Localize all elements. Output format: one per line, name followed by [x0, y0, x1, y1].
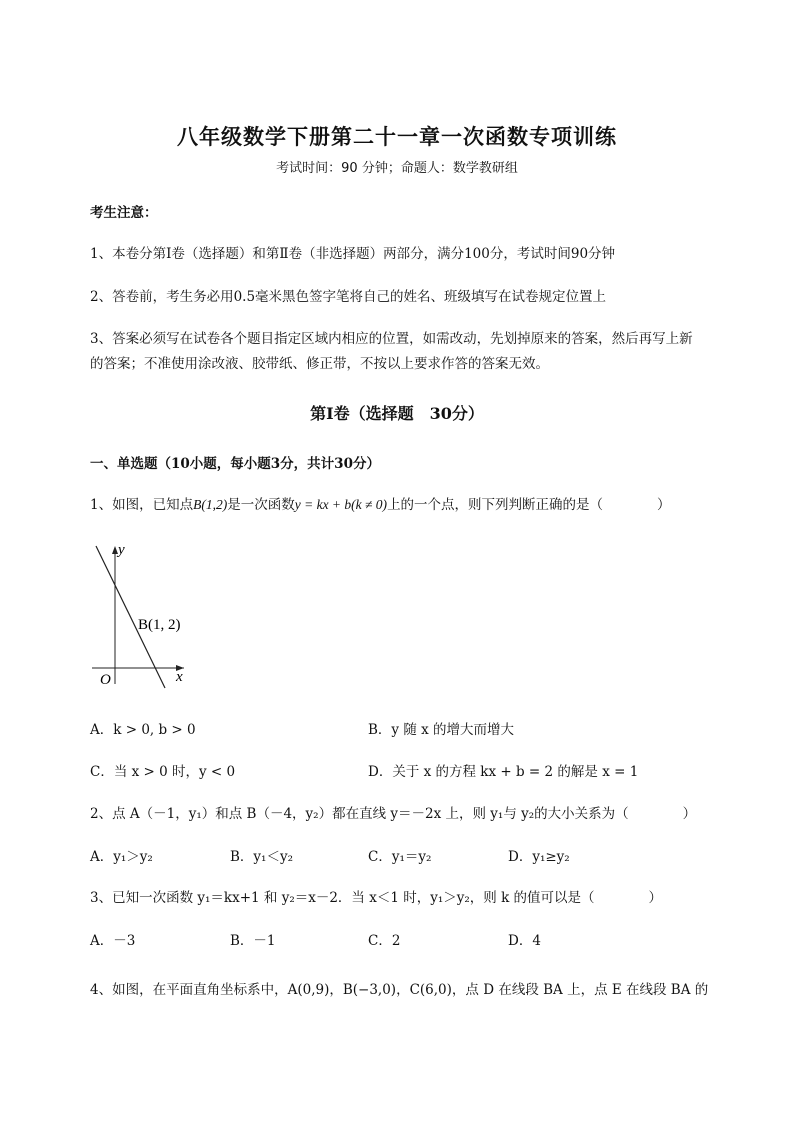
q2-option-d: D．y₁≥y₂ — [508, 849, 570, 865]
question-1 — [90, 493, 671, 513]
question-3: 3、已知一次函数 y₁＝kx+1 和 y₂＝x－2．当 x＜1 时，y₁＞y₂，则 k 的值可以是（ ） — [90, 890, 663, 906]
q3-option-b: B．－1 — [230, 933, 276, 949]
q3-option-c: C．2 — [368, 933, 401, 949]
point-b-label: B(1, 2) — [138, 617, 181, 633]
q1-option-c: C．当 x > 0 时，y < 0 — [90, 764, 236, 780]
notice-item-3: 3、答案必须写在试卷各个题目指定区域内相应的位置，如需改动，先划掉原来的答案，然后再写上新 — [90, 331, 693, 347]
q2-option-c: C．y₁＝y₂ — [368, 849, 432, 865]
question-2: 2、点 A（－1，y₁）和点 B（－4，y₂）都在直线 y＝－2x 上，则 y₁与 y₂的大小关系为（ ） — [90, 806, 697, 822]
y-axis-label: y — [118, 542, 125, 558]
q1-prefix: 1、如图，已知点 — [90, 497, 194, 513]
section-title: 第Ⅰ卷（选择题 30分） — [310, 404, 484, 423]
part-heading: 一、单选题（10小题，每小题3分，共计30分） — [90, 456, 380, 472]
page-title: 八年级数学下册第二十一章一次函数专项训练 — [177, 124, 617, 149]
notice-item-1: 1、本卷分第Ⅰ卷（选择题）和第Ⅱ卷（非选择题）两部分，满分100分，考试时间90分钟 — [90, 246, 616, 262]
q1-function: y = kx + b(k ≠ 0) — [294, 497, 388, 512]
q1-option-b: B．y 随 x 的增大而增大 — [368, 722, 515, 738]
notice-item-3-cont: 的答案；不准使用涂改液、胶带纸、修正带，不按以上要求作答的答案无效。 — [90, 356, 549, 372]
exam-subtitle: 考试时间：90 分钟；命题人：数学教研组 — [276, 161, 518, 176]
origin-label: O — [100, 672, 111, 688]
question-4: 4、如图，在平面直角坐标系中，A(0,9)，B(−3,0)，C(6,0)，点 D 在线段 BA 上，点 E 在线段 BA 的 — [90, 982, 709, 998]
q1-option-d: D．关于 x 的方程 kx + b = 2 的解是 x = 1 — [368, 764, 639, 780]
q1-suffix: 上的一个点，则下列判断正确的是（ ） — [387, 497, 671, 513]
q2-option-b: B．y₁＜y₂ — [230, 849, 293, 865]
q3-option-a: A．－3 — [90, 933, 136, 949]
q2-option-a: A．y₁＞y₂ — [90, 849, 153, 865]
notice-item-2: 2、答卷前，考生务必用0.5毫米黑色签字笔将自己的姓名、班级填写在试卷规定位置上 — [90, 289, 607, 305]
q1-mid: 是一次函数 — [227, 497, 295, 513]
q1-graph — [88, 536, 198, 692]
q1-option-a: A．k > 0, b > 0 — [90, 722, 196, 738]
notice-heading: 考生注意： — [90, 205, 158, 221]
q1-point: B(1,2) — [193, 497, 228, 512]
x-axis-label: x — [176, 669, 183, 685]
q3-option-d: D．4 — [508, 933, 541, 949]
